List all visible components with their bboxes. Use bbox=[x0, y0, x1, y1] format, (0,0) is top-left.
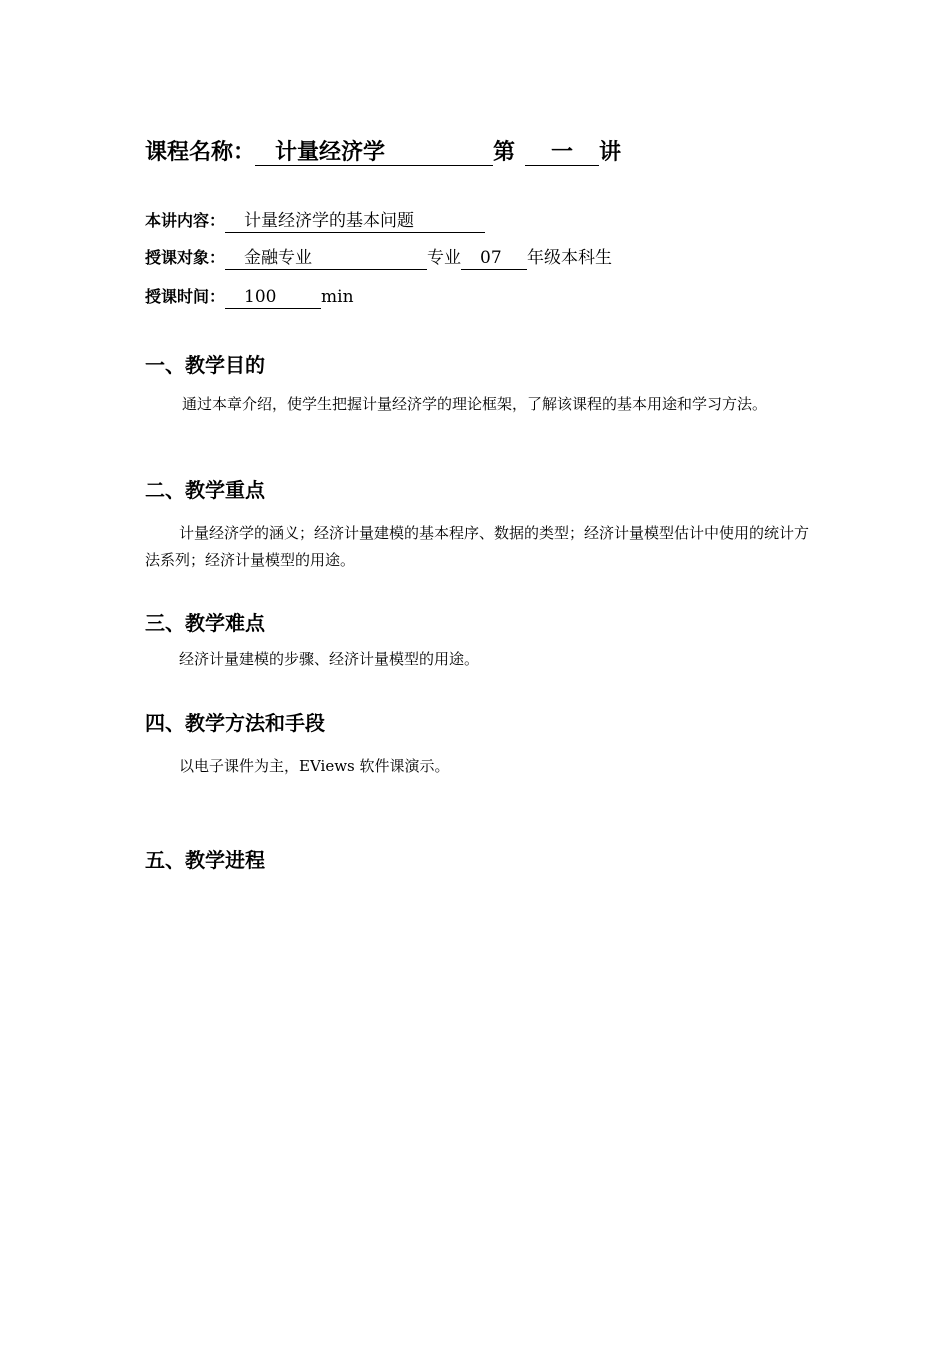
major-word: 专业 bbox=[427, 248, 462, 268]
section-text: 以电子课件为主，EViews 软件课演示。 bbox=[179, 757, 450, 775]
course-label: 课程名称： bbox=[145, 140, 256, 165]
section-heading: 四、教学方法和手段 bbox=[145, 711, 325, 735]
time-value: 100 bbox=[225, 288, 321, 309]
section-heading: 一、教学目的 bbox=[145, 353, 265, 377]
content-value: 计量经济学的基本问题 bbox=[225, 212, 485, 233]
lecture-title bbox=[145, 137, 621, 169]
time-label: 授课时间： bbox=[145, 287, 226, 306]
section-heading: 二、教学重点 bbox=[145, 478, 265, 502]
time-unit: min bbox=[321, 287, 354, 307]
section-heading: 五、教学进程 bbox=[145, 848, 265, 872]
section-text: 经济计量建模的步骤、经济计量模型的用途。 bbox=[179, 650, 480, 668]
audience-value: 金融专业 bbox=[225, 249, 427, 270]
lecture-prefix: 第 bbox=[493, 140, 516, 165]
section-text: 通过本章介绍，使学生把握计量经济学的理论框架，了解该课程的基本用途和学习方法。 bbox=[182, 395, 768, 413]
section-heading: 三、教学难点 bbox=[145, 611, 265, 635]
audience-row bbox=[145, 245, 612, 271]
grade-suffix: 年级本科生 bbox=[527, 248, 613, 268]
course-name: 计量经济学 bbox=[255, 141, 493, 166]
time-row bbox=[145, 284, 354, 310]
content-row bbox=[145, 208, 485, 234]
grade-value: 07 bbox=[461, 249, 527, 270]
lecture-number: 一 bbox=[525, 141, 599, 166]
audience-label: 授课对象： bbox=[145, 248, 226, 267]
section-text: 计量经济学的涵义；经济计量建模的基本程序、数据的类型；经济计量模型估计中使用的统计方法系列；经济计量模型的用途。 bbox=[145, 524, 810, 569]
content-label: 本讲内容： bbox=[145, 211, 226, 230]
lecture-suffix: 讲 bbox=[599, 140, 622, 165]
